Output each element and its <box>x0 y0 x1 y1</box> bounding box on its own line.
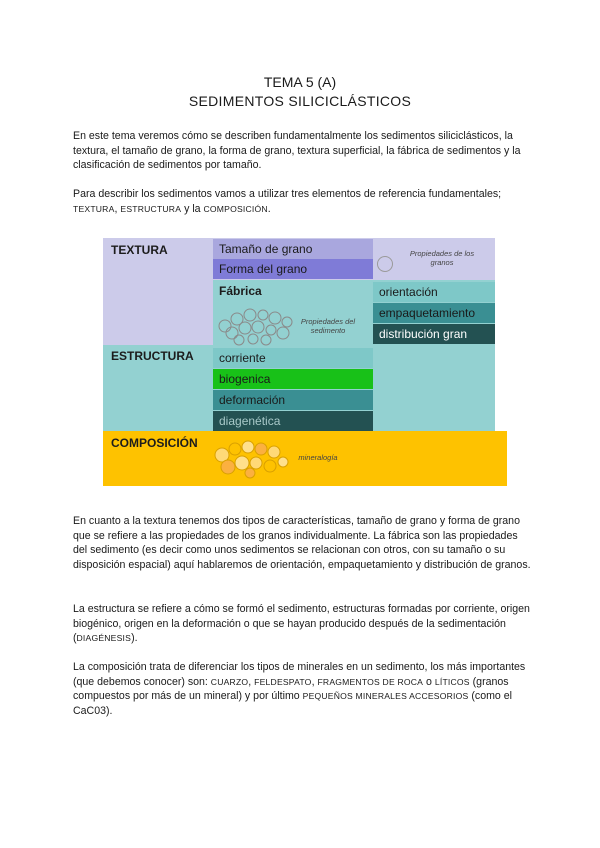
estructura-label: ESTRUCTURA <box>111 349 194 363</box>
grain-icon <box>375 255 395 273</box>
page-title: TEMA 5 (A) <box>263 74 337 90</box>
composicion-label: COMPOSICIÓN <box>111 436 198 450</box>
deformacion-cell: deformación <box>213 390 373 410</box>
empaquetamiento-cell: empaquetamiento <box>373 303 495 323</box>
term-estructura: ESTRUCTURA <box>120 203 182 214</box>
forma-cell: Forma del grano <box>213 259 373 279</box>
corriente-cell: corriente <box>213 348 373 368</box>
fabrica-label: Fábrica <box>219 284 262 298</box>
estructura-paragraph <box>73 602 533 646</box>
page-subtitle: SEDIMENTOS SILICICLÁSTICOS <box>188 93 412 109</box>
composicion-text-c: (como el CaC03). <box>73 690 512 717</box>
term-diagenesis: DIAGÉNESIS <box>76 633 132 644</box>
term-fragmentos: FRAGMENTOS DE ROCA <box>317 676 424 687</box>
composicion-text: La composición trata de diferenciar los tipos de minerales en un sedimento, los más importantes (que debemos conocer) son: <box>73 661 526 688</box>
term-pequenos: PEQUEÑOS MINERALES ACCESORIOS <box>302 691 469 702</box>
separator: , <box>248 675 255 688</box>
prop-granos-label: Propiedades de los granos <box>409 249 475 267</box>
composicion-text-b: (granos compuestos por más de un mineral) y por último <box>73 675 509 703</box>
reference-paragraph <box>73 187 533 216</box>
conjunction: y la <box>181 202 204 215</box>
reference-text: Para describir los sedimentos vamos a utilizar tres elementos de referencia fundamentales; <box>73 188 502 200</box>
grain-cluster-fabrica <box>217 306 299 346</box>
distribucion-cell: distribución gran <box>373 324 495 344</box>
textura-label: TEXTURA <box>111 243 168 257</box>
term-liticos: LÍTICOS <box>434 676 470 687</box>
mineralogia-label: mineralogía <box>298 453 338 462</box>
closing: ). <box>131 632 138 645</box>
separator: , <box>114 202 121 215</box>
diagenetica-cell: diagenética <box>213 411 373 431</box>
term-composicion: COMPOSICIÓN <box>203 203 268 214</box>
tamano-cell: Tamaño de grano <box>213 239 373 259</box>
term-cuarzo: CUARZO <box>210 676 249 687</box>
biogenica-cell: biogenica <box>213 369 373 389</box>
sediment-properties-diagram <box>103 238 507 486</box>
term-feldespato: FELDESPATO <box>254 676 312 687</box>
textura-paragraph: En cuanto a la textura tenemos dos tipos de características, tamaño de grano y forma de grano que se refiere a las propiedades de los granos individualmente. La fábrica son las propiedades del sedimento (es decir como unos sedimentos se relacionan con otros, con su tamaño o su disposición espacial) aquí hablaremos de orientación, empaquetamiento y distribución de granos. <box>73 515 531 571</box>
intro-paragraph: En este tema veremos cómo se describen fundamentalmente los sedimentos siliciclásticos, la textura, el tamaño de grano, la forma de grano, textura superficial, la fábrica de sedimentos y la clasificación de sedimentos por tamaño. <box>73 130 521 172</box>
estructura-text: La estructura se refiere a cómo se formó el sedimento, estructuras formadas por corriente, origen biogénico, origen en la deformación o que se hayan producido después de la sedimentación ( <box>73 603 530 645</box>
prop-sedimento-label: Propiedades del sedimento <box>300 317 356 335</box>
period: . <box>267 202 271 215</box>
conjunction: o <box>423 675 435 688</box>
composicion-paragraph <box>73 660 533 718</box>
separator: , <box>311 675 318 688</box>
term-textura: TEXTURA <box>73 203 115 214</box>
orientacion-cell: orientación <box>373 282 495 302</box>
